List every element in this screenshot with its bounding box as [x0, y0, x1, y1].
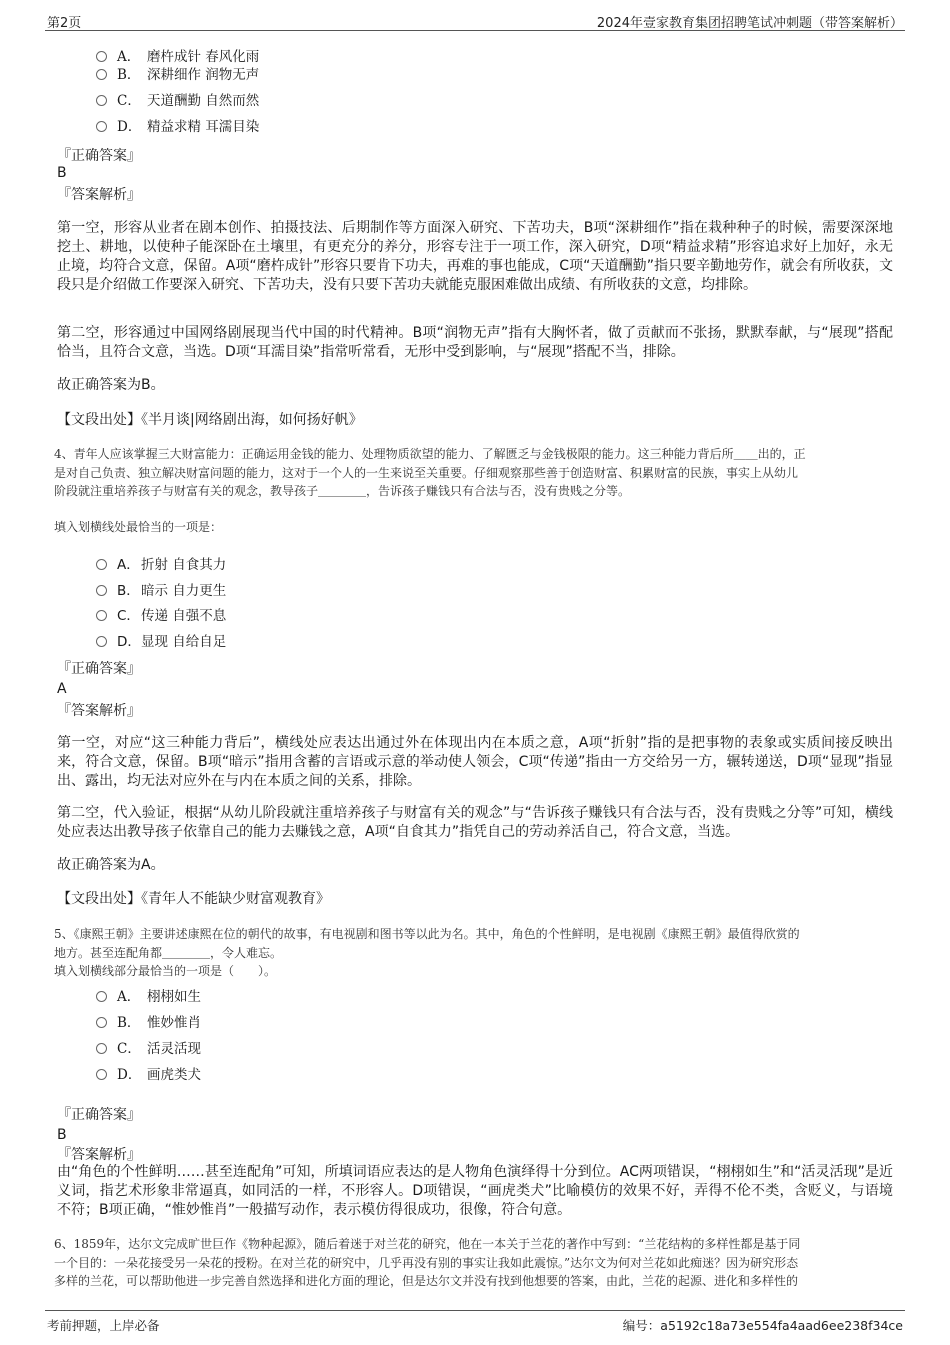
page-header	[45, 8, 905, 31]
q4-analysis-heading: 『答案解析』	[57, 703, 141, 719]
q5-analysis: 由“角色的个性鲜明……甚至连配角”可知，所填词语应表达的是人物角色演绎得十分到位。AC两项错误，“栩栩如生”和“活灵活现”是近义词，指艺术形象非常逼真，如同活的一样，不形容人。D项错误，“画虎类犬”比喻模仿的效果不好，弄得不伦不类，含贬义，与语境不符；B项正确，“惟妙惟肖”一般描写动作，表示模仿得很成功，很像，符合句意。	[57, 1164, 893, 1218]
document-id: 编号：a5192c18a73e554fa4aad6ee238f34ce	[622, 1318, 903, 1333]
q3-conclusion: 故正确答案为B。	[57, 377, 165, 393]
q4-stem: 4、青年人应该掌握三大财富能力：正确运用金钱的能力、处理物质欲望的能力、了解匮乏与金钱极限的能力。这三种能力背后所＿＿出的，正 是对自己负责、独立解决财富问题的能力，这对于一个人的一生来说至关重要。仔细观察那些善于创造财富、积累财富的民族，事实上从幼儿 阶段就注重培养孩子与财富有关的观念，教导孩子＿＿＿＿，告诉孩子赚钱只有合法与否，没有贵贱之分等。	[54, 447, 806, 498]
q5-option-b[interactable]: B． 惟妙惟肖	[96, 1014, 201, 1032]
q3-answer: B	[57, 165, 67, 181]
q5-answer: B	[57, 1127, 67, 1143]
q4-answer: A	[57, 681, 67, 697]
radio-icon[interactable]	[96, 991, 107, 1002]
q4-prompt: 填入划横线处最恰当的一项是：	[54, 520, 223, 534]
q4-answer-heading: 『正确答案』	[57, 661, 141, 677]
q3-answer-heading: 『正确答案』	[57, 148, 141, 164]
document-title: 2024年壹家教育集团招聘笔试冲刺题（带答案解析）	[596, 16, 903, 31]
q3-option-a[interactable]: A． 磨杵成针 春风化雨	[96, 48, 259, 66]
radio-icon[interactable]	[96, 559, 107, 570]
page-number: 第2页	[47, 16, 82, 31]
footer-slogan: 考前押题，上岸必备	[47, 1318, 160, 1333]
q5-answer-heading: 『正确答案』	[57, 1107, 141, 1123]
q4-conclusion: 故正确答案为A。	[57, 857, 165, 873]
q4-analysis-paragraph-2: 第二空，代入验证，根据“从幼儿阶段就注重培养孩子与财富有关的观念”与“告诉孩子赚钱只有合法与否，没有贵贱之分等”可知，横线处应表达出教导孩子依靠自己的能力去赚钱之意，A项“自食其力”指凭自己的劳动养活自己，符合文意，当选。	[57, 805, 893, 840]
q5-option-d[interactable]: D． 画虎类犬	[96, 1066, 201, 1084]
q4-option-a[interactable]: A．折射 自食其力	[96, 556, 226, 574]
page-footer	[45, 1310, 905, 1339]
q3-option-d[interactable]: D． 精益求精 耳濡目染	[96, 118, 259, 136]
radio-icon[interactable]	[96, 51, 107, 62]
q3-analysis-heading: 『答案解析』	[57, 187, 141, 203]
radio-icon[interactable]	[96, 95, 107, 106]
radio-icon[interactable]	[96, 121, 107, 132]
q6-stem: 6、1859年，达尔文完成旷世巨作《物种起源》，随后着迷于对兰花的研究，他在一本关于兰花的著作中写到：“兰花结构的多样性都是基于同 一个目的：一朵花接受另一朵花的授粉。在对兰花的研究中，几乎再没有别的事实让我如此震惊。”达尔文为何对兰花如此痴迷？因为研究形态 多样的兰花，可以帮助他进一步完善自然选择和进化方面的理论，但是达尔文并没有找到他想要的答案，由此，兰花的起源、进化和多样性的	[54, 1237, 801, 1288]
q4-option-b[interactable]: B．暗示 自力更生	[96, 582, 226, 600]
q4-option-d[interactable]: D．显现 自给自足	[96, 633, 226, 651]
q3-option-c[interactable]: C． 天道酬勤 自然而然	[96, 92, 259, 110]
q3-option-b[interactable]: B． 深耕细作 润物无声	[96, 66, 259, 84]
radio-icon[interactable]	[96, 610, 107, 621]
radio-icon[interactable]	[96, 1069, 107, 1080]
q5-analysis-heading: 『答案解析』	[57, 1147, 141, 1163]
q5-option-c[interactable]: C． 活灵活现	[96, 1040, 201, 1058]
q3-analysis-paragraph-1: 第一空，形容从业者在剧本创作、拍摄技法、后期制作等方面深入研究、下苦功夫，B项“深耕细作”指在栽种种子的时候，需要深深地挖土、耕地，以使种子能深卧在土壤里，有更充分的养分，形容专注于一项工作，深入研究，D项“精益求精”形容追求好上加好，永无止境，均符合文意，保留。A项“磨杵成针”形容只要肯下功夫，再难的事也能成，C项“天道酬勤”指只要辛勤地劳作，就会有所收获，文段只是介绍做工作要深入研究、下苦功夫，没有只要下苦功夫就能克服困难做出成绩、有所收获的文意，均排除。	[57, 220, 893, 293]
q3-source: 【文段出处】《半月谈|网络剧出海，如何扬好帆》	[57, 412, 363, 428]
q4-source: 【文段出处】《青年人不能缺少财富观教育》	[57, 891, 330, 907]
q5-option-a[interactable]: A． 栩栩如生	[96, 988, 201, 1006]
q4-analysis-paragraph-1: 第一空，对应“这三种能力背后”，横线处应表达出通过外在体现出内在本质之意，A项“折射”指的是把事物的表象或实质间接反映出来，符合文意，保留。B项“暗示”指用含蓄的言语或示意的举动使人领会，C项“传递”指由一方交给另一方，辗转递送，D项“显现”指显出、露出，均无法对应外在与内在本质之间的关系，排除。	[57, 735, 893, 789]
q5-prompt: 填入划横线部分最恰当的一项是（ ）。	[54, 964, 277, 978]
radio-icon[interactable]	[96, 636, 107, 647]
q5-stem: 5、《康熙王朝》主要讲述康熙在位的朝代的故事，有电视剧和图书等以此为名。其中，角色的个性鲜明，是电视剧《康熙王朝》最值得欣赏的 地方。甚至连配角都＿＿＿＿，令人难忘。	[54, 927, 800, 960]
radio-icon[interactable]	[96, 69, 107, 80]
radio-icon[interactable]	[96, 1017, 107, 1028]
radio-icon[interactable]	[96, 1043, 107, 1054]
q3-analysis-paragraph-2: 第二空，形容通过中国网络剧展现当代中国的时代精神。B项“润物无声”指有大胸怀者，做了贡献而不张扬，默默奉献，与“展现”搭配恰当，且符合文意，当选。D项“耳濡目染”指常听常看，无形中受到影响，与“展现”搭配不当，排除。	[57, 325, 893, 360]
q4-option-c[interactable]: C．传递 自强不息	[96, 607, 226, 625]
radio-icon[interactable]	[96, 585, 107, 596]
